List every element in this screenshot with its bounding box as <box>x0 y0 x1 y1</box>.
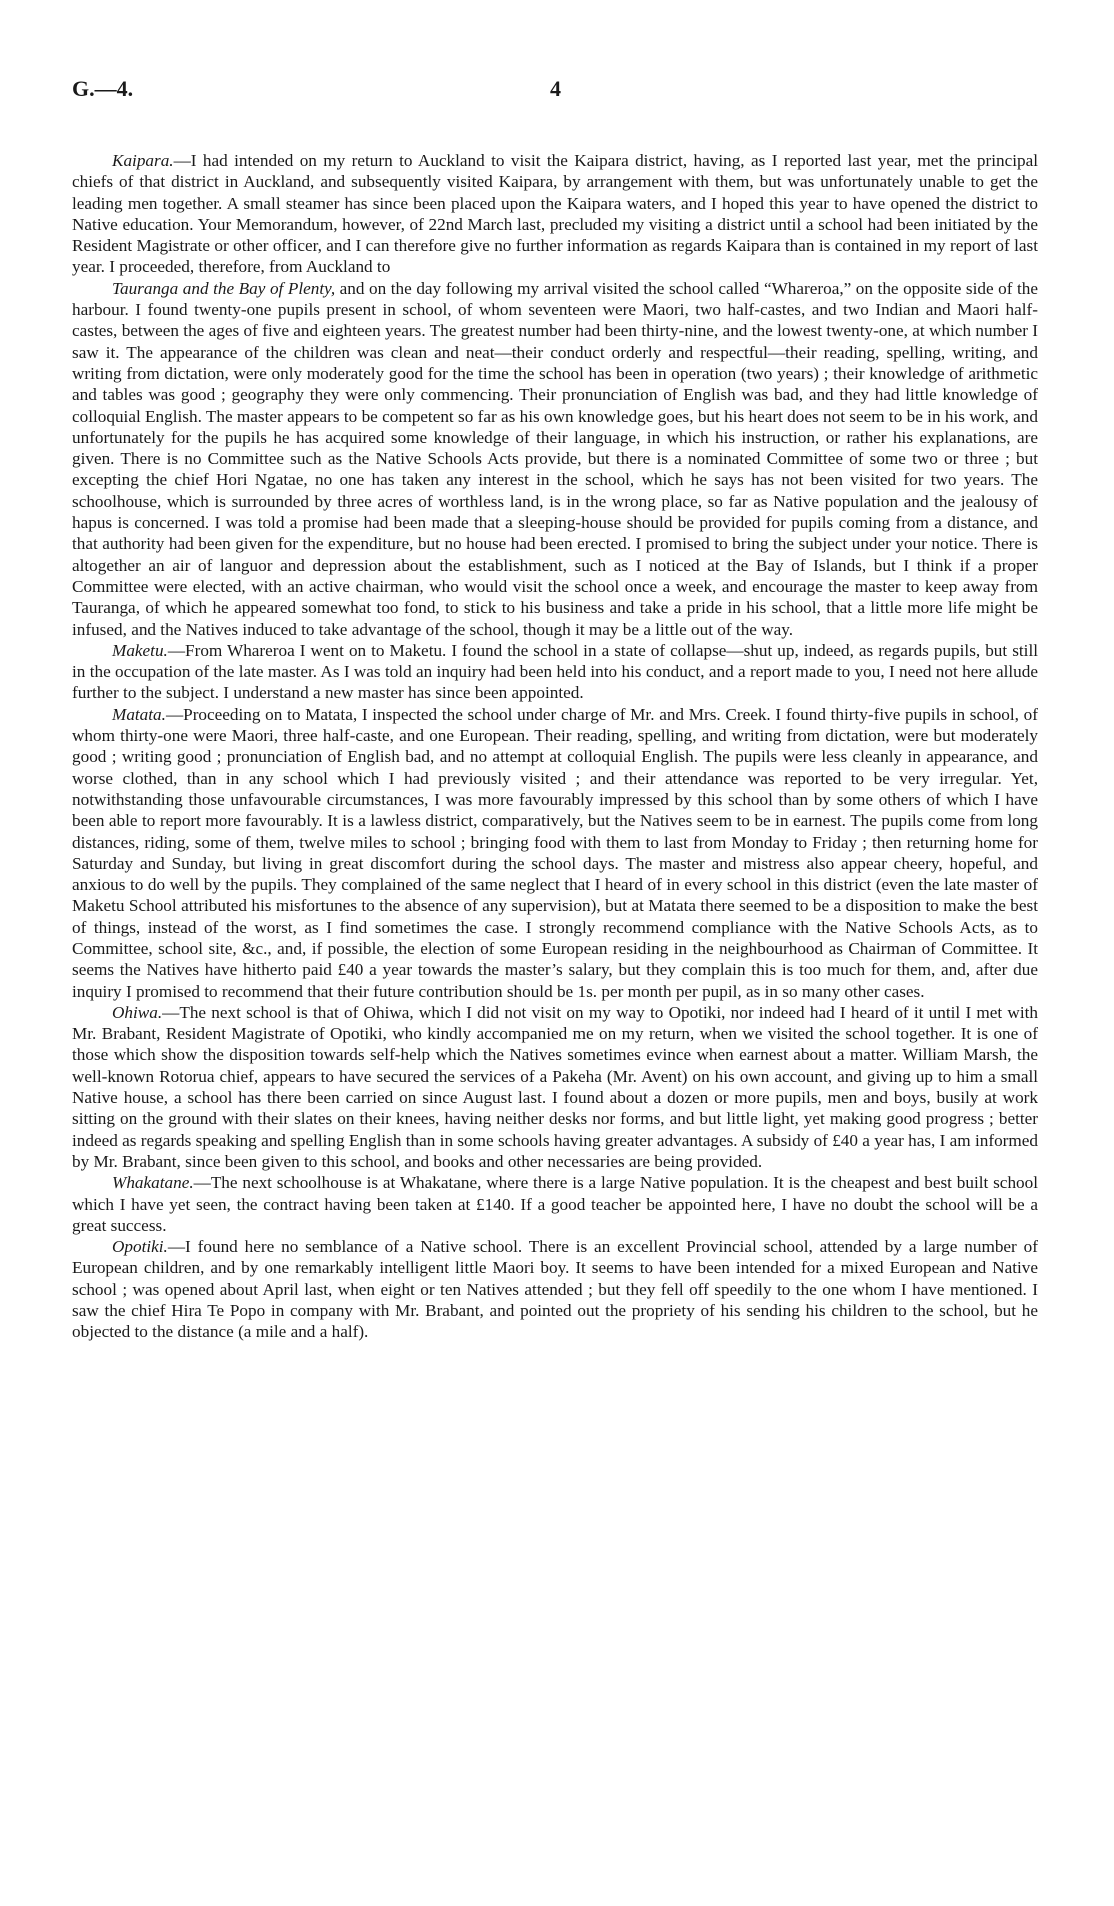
section-lead-ohiwa: Ohiwa. <box>112 1002 163 1022</box>
paragraph-text: —I had intended on my return to Auckland to visit the Kaipara district, having, as I reported last year, met the principal chiefs of that district in Auckland, and subsequently visited Kaipara, by arrangement with them, but was unfortunately unable to get the leading men together. A small steamer has since been placed upon the Kaipara waters, and I hoped this year to have opened the district to Native education. Your Memorandum, however, of 22nd March last, precluded my visiting a district until a school had been initiated by the Resident Magistrate or other officer, and I can therefore give no further information as regards Kaipara than is contained in my report of last year. I proceeded, therefore, from Auckland to <box>72 151 1038 277</box>
paragraph-matata <box>72 704 1038 1002</box>
paragraph-kaipara <box>72 150 1038 278</box>
paragraph-tauranga <box>72 278 1038 640</box>
paragraph-text: —Proceeding on to Matata, I inspected the school under charge of Mr. and Mrs. Creek. I found thirty-five pupils in school, of whom thirty-one were Maori, three half-caste, and one European. Their reading, spelling, and writing from dictation, were but moderately good ; writing good ; pronunciation of English bad, and no attempt at colloquial English. The pupils were less cleanly in appearance, and worse clothed, than in any school which I had previously visited ; and their attendance was reported to be very irregular. Yet, notwithstanding those unfavourable circumstances, I was more favourably impressed by this school than by some others of which I have been able to report more favourably. It is a lawless district, comparatively, but the Natives seem to be in earnest. The pupils come from long distances, riding, some of them, twelve miles to school ; bringing food with them to last from Monday to Friday ; then returning home for Saturday and Sunday, but living in great discomfort during the school days. The master and mistress also appear cheery, hopeful, and anxious to do well by the pupils. They complained of the same neglect that I heard of in every school in this district (even the late master of Maketu School attributed his misfortunes to the absence of any supervision), but at Matata there seemed to be a disposition to make the best of things, instead of the worst, as I find sometimes the case. I strongly recommend compliance with the Native Schools Acts, as to Committee, school site, &c., and, if possible, the election of some European residing in the neighbourhood as Chairman of Committee. It seems the Natives have hitherto paid £40 a year towards the master’s salary, but they complain this is too much for them, and, after due inquiry I promised to recommend that their future contribution should be 1s. per month per pupil, as in so many other cases. <box>72 704 1038 1001</box>
paragraph-text: —The next schoolhouse is at Whakatane, where there is a large Native population. It is the cheapest and best built school which I have yet seen, the contract having been taken at £140. If a good teacher be appointed here, I have no doubt the school will be a great success. <box>72 1173 1038 1235</box>
paragraph-text: —From Whareroa I went on to Maketu. I found the school in a state of collapse—shut up, indeed, as regards pupils, but still in the occupation of the late master. As I was told an inquiry had been held into his conduct, and a report made to you, I need not here allude further to the subject. I understand a new master has since been appointed. <box>72 640 1038 703</box>
paragraph-maketu <box>72 640 1038 704</box>
paragraph-opotiki <box>72 1236 1038 1342</box>
section-lead-matata: Matata. <box>112 704 166 724</box>
section-lead-whakatane: Whakatane. <box>112 1173 194 1193</box>
paragraph-ohiwa <box>72 1002 1038 1172</box>
paragraph-text: —The next school is that of Ohiwa, which I did not visit on my way to Opotiki, nor indeed had I heard of it until I met with Mr. Brabant, Resident Magistrate of Opotiki, who kindly accompanied me on my return, when we visited the school together. It is one of those which show the disposition towards self-help which the Natives sometimes evince when earnest about a matter. William Marsh, the well-known Rotorua chief, appears to have secured the services of a Pakeha (Mr. Avent) on his own account, and giving up to him a small Native house, a school has there been carried on since August last. I found about a dozen or more pupils, men and boys, busily at work sitting on the ground with their slates on their knees, having neither desks nor forms, and but little light, yet making good progress ; better indeed as regards speaking and spelling English than in some schools having greater advantages. A subsidy of £40 a year has, I am informed by Mr. Brabant, since been given to this school, and books and other necessaries are being provided. <box>72 1002 1038 1171</box>
section-lead-tauranga: Tauranga and the Bay of Plenty, <box>112 278 336 298</box>
page-header <box>72 76 1038 116</box>
page-number: 4 <box>550 76 561 101</box>
section-lead-opotiki: Opotiki. <box>112 1237 168 1257</box>
paragraph-text: and on the day following my arrival visited the school called “Whareroa,” on the opposite side of the harbour. I found twenty-one pupils present in school, of whom seventeen were Maori, two half-castes, and two Indian and Maori half-castes, between the ages of five and eighteen years. The greatest number had been thirty-nine, and the lowest twenty-one, at which number I saw it. The appearance of the children was clean and neat—their conduct orderly and respectful—their reading, spelling, writing, and writing from dictation, were only moderately good for the time the school has been in operation (two years) ; their knowledge of arithmetic and tables was good ; geography they were only commencing. Their pronunciation of English was bad, and they had little knowledge of colloquial English. The master appears to be competent so far as his own knowledge goes, but his heart does not seem to be in his work, and unfortunately for the pupils he has acquired some knowledge of their language, in which his instruction, or rather his explanations, are given. There is no Committee such as the Native Schools Acts provide, but there is a nominated Committee of some two or three ; but excepting the chief Hori Ngatae, no one has taken any interest in the school, which he says has not been visited for two years. The schoolhouse, which is surrounded by three acres of worthless land, is in the wrong place, so far as Native population and the jealousy of hapus is concerned. I was told a promise had been made that a sleeping-house should be provided for pupils coming from a distance, and that authority had been given for the expenditure, but no house had been erected. I promised to bring the subject under your notice. There is altogether an air of languor and depression about the establishment, such as I noticed at the Bay of Islands, but I think if a proper Committee were elected, with an active chairman, who would visit the school once a week, and encourage the master to keep away from Tauranga, of which he appeared somewhat too fond, to stick to his business and take a pride in his school, that a little more life might be infused, and the Natives induced to take advantage of the school, though it may be a little out of the way. <box>72 278 1038 639</box>
document-reference: G.—4. <box>72 76 134 101</box>
paragraph-text: —I found here no semblance of a Native school. There is an excellent Provincial school, attended by a large number of European children, and by one remarkably intelligent little Maori boy. It seems to have been intended for a mixed European and Native school ; was opened about April last, when eight or ten Natives attended ; but they fell off speedily to the one whom I have mentioned. I saw the chief Hira Te Popo in company with Mr. Brabant, and pointed out the propriety of his sending his children to the school, but he objected to the distance (a mile and a half). <box>72 1237 1038 1342</box>
section-lead-kaipara: Kaipara. <box>112 151 174 170</box>
report-body <box>72 150 1038 1343</box>
paragraph-whakatane <box>72 1172 1038 1236</box>
section-lead-maketu: Maketu. <box>112 640 168 660</box>
